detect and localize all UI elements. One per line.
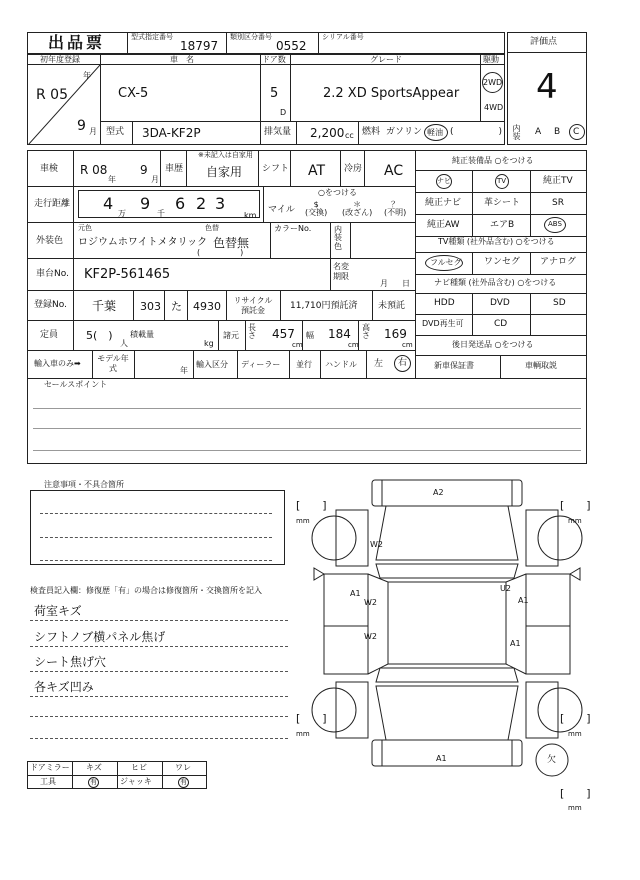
mark-w2-windshield: W2 (370, 540, 383, 549)
color-label: 外装色 (36, 236, 64, 246)
shaken-month: 9 (140, 163, 148, 177)
tv-oneseg: ワンセグ (484, 257, 521, 267)
load-label: 積載量 (130, 330, 154, 339)
use-value: 自家用 (206, 165, 243, 179)
mark-w2-left-front: W2 (364, 598, 377, 607)
handle-right: 右 (398, 358, 408, 368)
spare-bracket: [ ] (560, 787, 591, 800)
dims-label: 諸元 (223, 331, 239, 340)
legend-break: ワレ (175, 763, 191, 772)
plate-number: 4930 (193, 300, 221, 313)
navi-sd: SD (553, 298, 566, 308)
recycle-label: リサイクル預託金 (233, 296, 273, 315)
legend-tools: 工具 (40, 777, 56, 786)
handle-label: ハンドル (325, 360, 357, 369)
fuel-label: 燃料 (362, 127, 381, 137)
plate-kana: た (171, 300, 182, 313)
capacity-label: 定員 (40, 330, 59, 340)
first-reg-month: 9 (77, 118, 86, 134)
serial-label: シリアル番号 (322, 33, 364, 41)
type-no-label: 型式指定番号 (131, 33, 173, 41)
mark-a1-right-front: A1 (518, 596, 529, 605)
note-item-2: シフトノブ横パネル焦げ (34, 630, 166, 644)
car-name-label: 車 名 (170, 55, 194, 64)
legend-mirror: ドアミラー (30, 763, 70, 772)
docs-title: 後日発送品 ○をつける (452, 340, 534, 349)
class-no-label: 類別区分番号 (230, 33, 272, 41)
shaken-label: 車検 (40, 164, 59, 174)
mileage-digit-5: 3 (215, 194, 226, 213)
shift-value: AT (308, 163, 326, 179)
navi-hdd: HDD (434, 298, 455, 308)
tire-fr-bracket: [ ] (560, 499, 591, 512)
equip-genuine-tv: 純正TV (543, 176, 573, 186)
mile-label: マイル (268, 205, 295, 215)
legend-crack: ヒビ (131, 763, 147, 772)
note-item-4: 各キズ凹み (34, 680, 94, 694)
note-item-1: 荷室キズ (34, 604, 82, 618)
tv-fullseg: フルセグ (430, 258, 462, 267)
tire-fl-bracket: [ ] (296, 499, 327, 512)
navi-type-title: ナビ種類 (社外品含む) ○をつける (434, 278, 557, 287)
tv-type-title: TV種類 (社外品含む) ○をつける (438, 237, 555, 246)
chassis-value: KF2P-561465 (84, 267, 171, 282)
import-label: 輸入車のみ➡ (34, 359, 81, 368)
length-value: 457 (272, 327, 295, 341)
mark-a2-front: A2 (433, 488, 444, 497)
equip-genuine-aw: 純正AW (427, 220, 460, 230)
recycle-unpaid: 未預託 (378, 301, 406, 311)
import-parallel: 並行 (296, 360, 312, 369)
ac-value: AC (384, 163, 404, 179)
equip-title: 純正装備品 ○をつける (452, 156, 534, 165)
legend-scratch: キズ (86, 763, 102, 772)
model-year-label: モデル年式 (97, 354, 129, 373)
spare-missing: 欠 (547, 755, 557, 765)
shaken-era: R 08 (80, 163, 108, 177)
interior-color-label: 内装色 (334, 225, 342, 251)
equip-abs: ABS (548, 220, 562, 228)
import-class-label: 輸入区分 (196, 360, 228, 369)
notes-title: 注意事項・不具合箇所 (44, 480, 124, 489)
equip-sunroof: SR (552, 198, 564, 208)
mileage-digit-2: 9 (140, 194, 151, 213)
color-no-label: カラーNo. (274, 224, 312, 233)
mark-a1-left-front: A1 (350, 589, 361, 598)
mileage-digit-4: 2 (196, 194, 207, 213)
grade-label: グレード (370, 55, 402, 64)
mark-a1-rear: A1 (436, 754, 447, 763)
tire-rr-bracket: [ ] (560, 712, 591, 725)
equip-leather-seat: 革シート (484, 198, 521, 208)
navi-dvd-play: DVD再生可 (422, 319, 464, 328)
handle-left: 左 (374, 359, 384, 369)
sales-point-label: セールスポイント (44, 380, 108, 389)
equip-navi: ナビ (437, 177, 451, 185)
import-dealer: ディーラー (241, 360, 281, 369)
docs-manual: 車輌取説 (525, 361, 557, 370)
shift-label: シフト (262, 164, 290, 174)
score-label: 評価点 (530, 37, 558, 47)
displacement-value: 2,200 (310, 126, 345, 140)
note-item-3: シート焦げ穴 (34, 655, 107, 669)
model-label: 型式 (106, 127, 125, 137)
equip-genuine-navi: 純正ナビ (425, 198, 462, 208)
recycle-value: 11,710円預託済 (290, 301, 358, 311)
color-change-value: 色替無 (213, 236, 250, 250)
inspector-note: 検査員記入欄：修復歴「有」の場合は修復箇所・交換箇所を記入 (30, 586, 262, 595)
chassis-label: 車台No. (36, 269, 69, 279)
car-name-value: CX-5 (118, 86, 149, 101)
meter-opt-exchange: $ (交換) (305, 200, 328, 217)
equip-airbag: エアB (490, 220, 515, 230)
tire-rl-bracket: [ ] (296, 712, 327, 725)
score-value: 4 (536, 67, 558, 107)
ac-label: 冷房 (344, 164, 363, 174)
door-label: ドア数 (262, 55, 286, 64)
mark-u2-right-front: U2 (500, 584, 511, 593)
equip-tv: TV (497, 177, 507, 185)
width-value: 184 (328, 327, 351, 341)
height-value: 169 (384, 327, 407, 341)
grade-value: 2.2 XD SportsAppear (323, 86, 460, 101)
plate-label: 登録No. (34, 300, 67, 310)
type-no-value: 18797 (180, 39, 219, 53)
mileage-digit-3: 6 (175, 194, 186, 213)
docs-warranty: 新車保証書 (434, 361, 474, 370)
name-change-label: 名変期限 (333, 262, 349, 281)
displacement-label: 排気量 (264, 127, 292, 137)
plate-area: 千葉 (92, 299, 117, 313)
navi-cd: CD (494, 319, 508, 329)
color-value: ロジウムホワイトメタリック (78, 237, 208, 248)
form-title: 出品票 (48, 33, 106, 52)
doors-value: 5 (270, 86, 279, 101)
first-reg-era: R 05 (36, 87, 68, 103)
tv-analog: アナログ (540, 257, 577, 267)
class-no-value: 0552 (276, 39, 307, 53)
plate-class: 303 (140, 300, 161, 313)
use-label: 車歴 (165, 164, 184, 174)
navi-dvd: DVD (490, 298, 510, 308)
model-value: 3DA-KF2P (142, 126, 201, 140)
first-reg-label: 初年度登録 (40, 55, 80, 64)
mileage-digit-1: 4 (103, 194, 114, 213)
drive-label: 駆動 (483, 55, 499, 64)
capacity-value: 5( ) (86, 329, 113, 342)
meter-opt-unknown: ？ (不明) (384, 200, 407, 217)
meter-opt-tampered: ＊ (改ざん) (342, 200, 373, 217)
mark-w2-left-rear: W2 (364, 632, 377, 641)
interior-label: 内装 (512, 124, 521, 140)
mark-a1-right-rear: A1 (510, 639, 521, 648)
notes-box (30, 490, 285, 565)
mileage-label: 走行距離 (34, 199, 71, 209)
legend-jack: ジャッキ (120, 777, 152, 786)
